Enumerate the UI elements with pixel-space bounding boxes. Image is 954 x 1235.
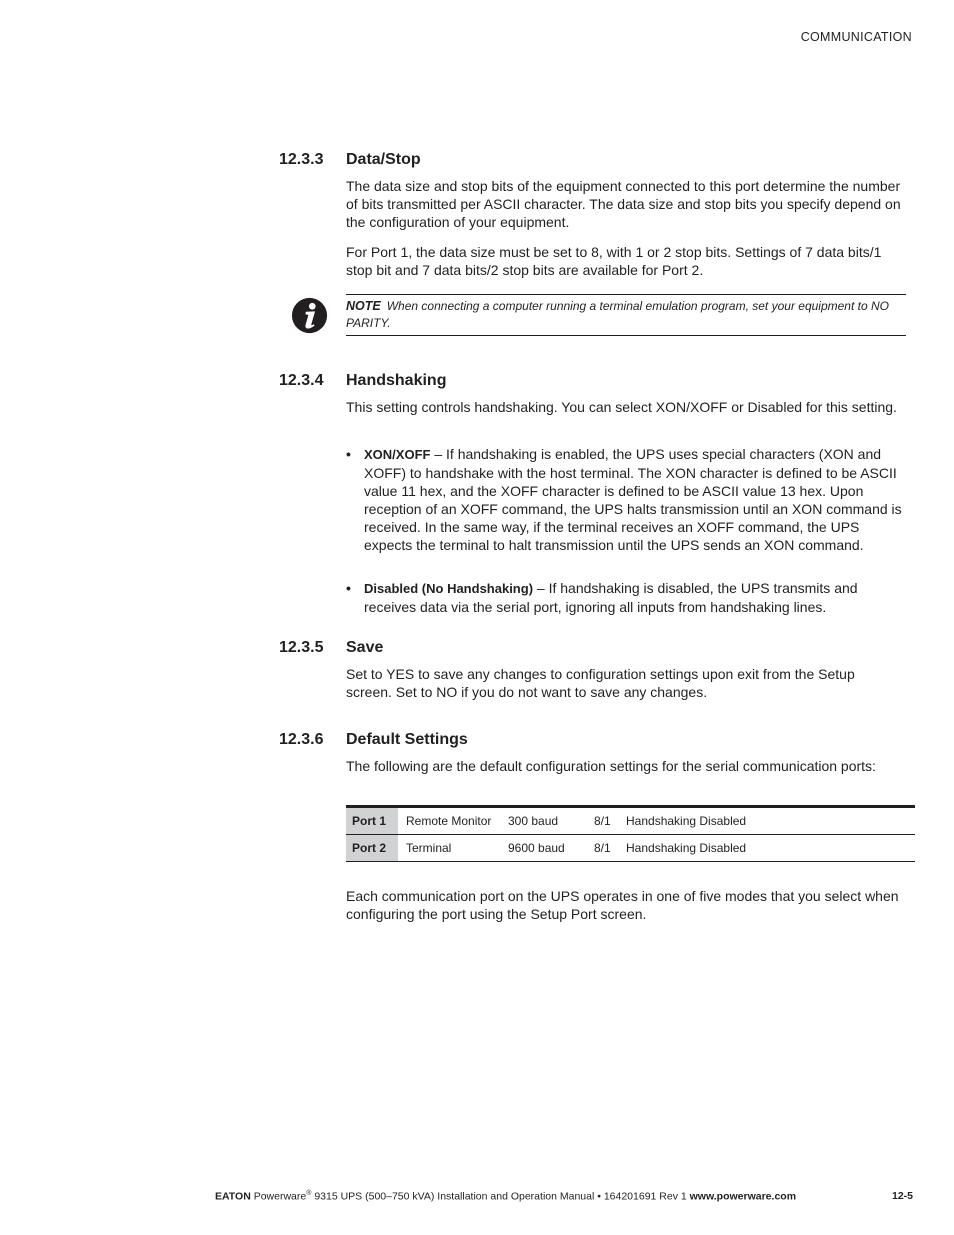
bullet-text: – If handshaking is disabled, the UPS transmits and receives data via the serial port, ignoring all inputs from handshaking lines. <box>364 580 858 615</box>
section-title-save: Save <box>346 639 384 656</box>
save-paragraph: Set to YES to save any changes to configuration settings upon exit from the Setup screen. Set to NO if you do not want to save any changes. <box>346 666 855 700</box>
section-number-data-stop: 12.3.3 <box>279 151 324 168</box>
port-cell: Port 1 <box>346 808 398 834</box>
handshake-cell: Handshaking Disabled <box>626 814 747 828</box>
note-box <box>346 294 906 336</box>
page-number: 12-5 <box>891 1190 913 1202</box>
data-stop-paragraph-1: The data size and stop bits of the equipment connected to this port determine the number of bits transmitted per ASCII character. The data size and stop bits you specify depend on the configuration of your equipment. <box>346 178 901 230</box>
section-title-data-stop: Data/Stop <box>346 151 421 168</box>
note-text <box>346 298 891 331</box>
list-item <box>346 579 906 616</box>
baud-cell: 9600 baud <box>508 841 565 855</box>
brand-name: EATON <box>215 1190 251 1203</box>
table-row <box>346 835 915 862</box>
bits-cell: 8/1 <box>594 841 611 855</box>
note-body: When connecting a computer running a terminal emulation program, set your equipment to NO PARITY. <box>346 299 889 330</box>
handshake-cell: Handshaking Disabled <box>626 841 747 855</box>
info-icon <box>291 297 328 334</box>
bits-cell: 8/1 <box>594 814 611 828</box>
registered-mark: ® <box>306 1190 312 1197</box>
default-settings-table <box>346 805 915 862</box>
handshaking-intro: This setting controls handshaking. You can select XON/XOFF or Disabled for this setting. <box>346 399 897 415</box>
defaults-closing: Each communication port on the UPS operates in one of five modes that you select when configuring the port using the Setup Port screen. <box>346 888 899 922</box>
section-number-save: 12.3.5 <box>279 639 324 656</box>
handshaking-options-list <box>346 445 906 616</box>
bullet-text: – If handshaking is enabled, the UPS uses special characters (XON and XOFF) to handshake with the host terminal. The XON character is defined to be ASCII value 11 hex, and the XOFF character is defined to be ASCII value 13 hex. Upon reception of an XOFF command, the UPS halts transmission until an XON command is received. In the same way, if the terminal receives an XOFF command, the UPS expects the terminal to halt transmission until the UPS sends an XON command. <box>364 446 902 553</box>
product-name: Powerware <box>253 1190 307 1203</box>
baud-cell: 300 baud <box>508 814 559 828</box>
list-item <box>346 445 906 579</box>
running-header: COMMUNICATION <box>800 30 912 44</box>
footer-citation <box>215 1190 796 1203</box>
note-label: NOTE <box>346 299 381 313</box>
data-stop-paragraph-2: For Port 1, the data size must be set to 8, with 1 or 2 stop bits. Settings of 7 data bits/1 stop bit and 7 data bits/2 stop bits are available for Port 2. <box>346 244 882 278</box>
table-row <box>346 808 915 835</box>
section-number-handshaking: 12.3.4 <box>279 372 324 389</box>
section-title-handshaking: Handshaking <box>346 372 447 389</box>
bullet-term: XON/XOFF <box>364 447 431 462</box>
device-cell: Remote Monitor <box>406 814 492 828</box>
website-link[interactable]: www.powerware.com <box>689 1190 797 1203</box>
bullet-marker: • <box>346 446 351 462</box>
manual-title: 9315 UPS (500–750 kVA) Installation and Operation Manual • 164201691 Rev 1 <box>311 1190 690 1203</box>
bullet-term: Disabled (No Handshaking) <box>364 581 534 596</box>
port-cell: Port 2 <box>346 835 398 861</box>
bullet-marker: • <box>346 580 351 596</box>
section-title-defaults: Default Settings <box>346 731 468 748</box>
device-cell: Terminal <box>406 841 452 855</box>
section-number-defaults: 12.3.6 <box>279 731 324 748</box>
defaults-intro: The following are the default configuration settings for the serial communication ports: <box>346 758 876 774</box>
